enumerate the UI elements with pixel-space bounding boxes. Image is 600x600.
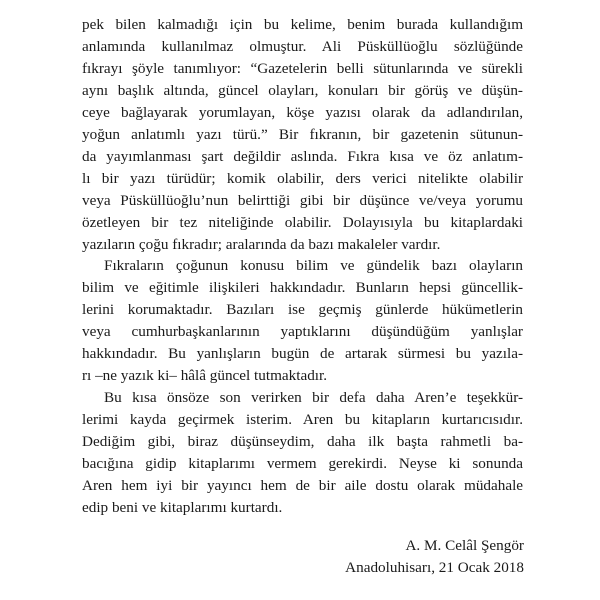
text-line: da yayımlanması şart değildir aslında. Fıkra kısa ve öz anlatım- [82,147,524,165]
text-line: lı bir yazı türüdür; komik olabilir, ders verici nitelikte olabilir [82,169,524,187]
signature-block [345,535,524,579]
paragraph-2 [82,255,523,387]
text-line: Aren hem iyi bir yayıncı hem de bir aile dostu olarak müdahale [82,477,524,495]
body-text [82,14,523,519]
text-line: veya cumhurbaşkanlarının yaptıklarını düşündüğüm yanlışlar [82,323,523,341]
text-line: anlamında kullanılmaz olmuştur. Ali Püsküllüoğlu sözlüğünde [82,37,523,55]
author-name: A. M. Celâl Şengör [405,537,524,554]
text-line: aynı başlık altında, güncel olayları, konuları bir görüş ve düşün- [82,81,523,99]
text-line: Dediğim gibi, biraz düşünseydim, daha ilk başta rahmetli ba- [82,433,523,451]
text-line: hakkındadır. Bu yanlışların bugün de artarak sürmesi bu yazıla- [82,345,523,363]
text-line: pek bilen kalmadığı için bu kelime, benim burada kullandığım [82,16,524,33]
text-line: ceye bağlayarak yorumlayan, köşe yazısı olarak da adlandırılan, [82,103,524,121]
text-line: veya Püsküllüoğlu’nun belirttiği gibi bir düşünce ve/veya yorumu [82,191,523,209]
text-line: Bu kısa önsöze son verirken bir defa daha Aren’e teşekkür- [104,389,524,407]
text-line: yazıların çoğu fıkradır; aralarında da bazı makaleler vardır. [82,235,441,253]
paragraph-3 [82,387,523,519]
text-line: lerimi kayda geçirmek isterim. Aren bu kitapların kurtarıcısıdır. [82,411,523,429]
text-line: yoğun anlatımlı yazı türü.” Bir fıkranın, bir gazetenin sütunun- [82,125,523,143]
text-line: fıkrayı şöyle tanımlıyor: “Gazetelerin belli sütunlarında ve sürekli [82,59,523,77]
text-line: edip beni ve kitaplarımı kurtardı. [82,498,283,516]
place-date: Anadoluhisarı, 21 Ocak 2018 [345,559,524,576]
text-line: bilim ve eğitimle ilişkileri hakkındadır. Bunların hepsi güncellik- [82,279,524,297]
paragraph-1 [82,14,523,255]
text-line: Fıkraların çoğunun konusu bilim ve gündelik bazı olayların [104,257,524,275]
text-line: lerini korumaktadır. Bazıları ise geçmiş günlerde hükümetlerin [82,301,524,319]
text-line: bacığına gidip kitaplarımı vermem gerekirdi. Neyse ki sonunda [82,455,523,473]
text-line: rı –ne yazık ki– hâlâ güncel tutmaktadır. [82,367,328,385]
text-line: özetleyen bir tez niteliğinde olabilir. Dolayısıyla bu kitaplardaki [82,213,524,231]
